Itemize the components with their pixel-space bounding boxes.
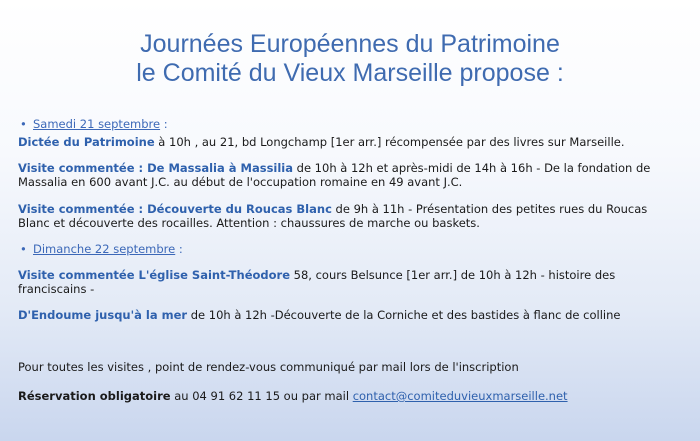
event-text: à 10h , au 21, bd Longchamp [1er arr.] récompensée par des livres sur Marseille. xyxy=(154,135,625,149)
sunday-heading xyxy=(18,242,682,256)
title-line-2: le Comité du Vieux Marseille propose : xyxy=(136,59,564,87)
event-heading: D'Endoume jusqu'à la mer xyxy=(18,308,188,322)
contact-email-link[interactable]: contact@comiteduvieuxmarseille.net xyxy=(352,389,568,403)
saturday-colon: : xyxy=(160,117,168,131)
event-endoume xyxy=(18,308,682,322)
sunday-label: Dimanche 22 septembre xyxy=(33,242,176,256)
event-text: de 9h à 11h - Présentation des petites rues du Roucas Blanc et découverte des rocailles. Attention : chaussures de marche ou baskets. xyxy=(18,202,648,230)
event-text: 58, cours Belsunce [1er arr.] de 10h à 12h - histoire des franciscains - xyxy=(18,268,616,296)
reservation-info xyxy=(18,389,682,403)
event-saint-theodore xyxy=(18,268,682,296)
saturday-heading xyxy=(18,117,682,131)
event-massalia xyxy=(18,161,682,189)
event-dictee xyxy=(18,135,682,149)
event-heading: Visite commentée L'église Saint-Théodore xyxy=(18,268,290,282)
event-roucas-blanc xyxy=(18,202,682,230)
event-heading: Visite commentée : De Massalia à Massilia xyxy=(18,161,293,175)
event-heading: Visite commentée : Découverte du Roucas Blanc xyxy=(18,202,332,216)
bullet-icon: • xyxy=(20,242,27,256)
event-text: de 10h à 12h -Découverte de la Corniche et des bastides à flanc de colline xyxy=(187,308,621,322)
event-text: de 10h à 12h et après-midi de 14h à 16h - De la fondation de Massalia en 600 avant J.C. au début de l'occupation romaine en 49 avant J.C. xyxy=(18,161,651,189)
sunday-colon: : xyxy=(175,242,183,256)
meeting-info: Pour toutes les visites , point de rendez-vous communiqué par mail lors de l'inscription xyxy=(18,360,519,374)
page-title xyxy=(0,30,700,88)
saturday-label: Samedi 21 septembre xyxy=(33,117,161,131)
event-heading: Dictée du Patrimoine xyxy=(18,135,155,149)
title-line-1: Journées Européennes du Patrimoine xyxy=(140,30,560,58)
reservation-text: au 04 91 62 11 15 ou par mail xyxy=(170,389,353,403)
reservation-label: Réservation obligatoire xyxy=(18,389,171,403)
program-content xyxy=(18,117,682,403)
bullet-icon: • xyxy=(20,117,27,131)
